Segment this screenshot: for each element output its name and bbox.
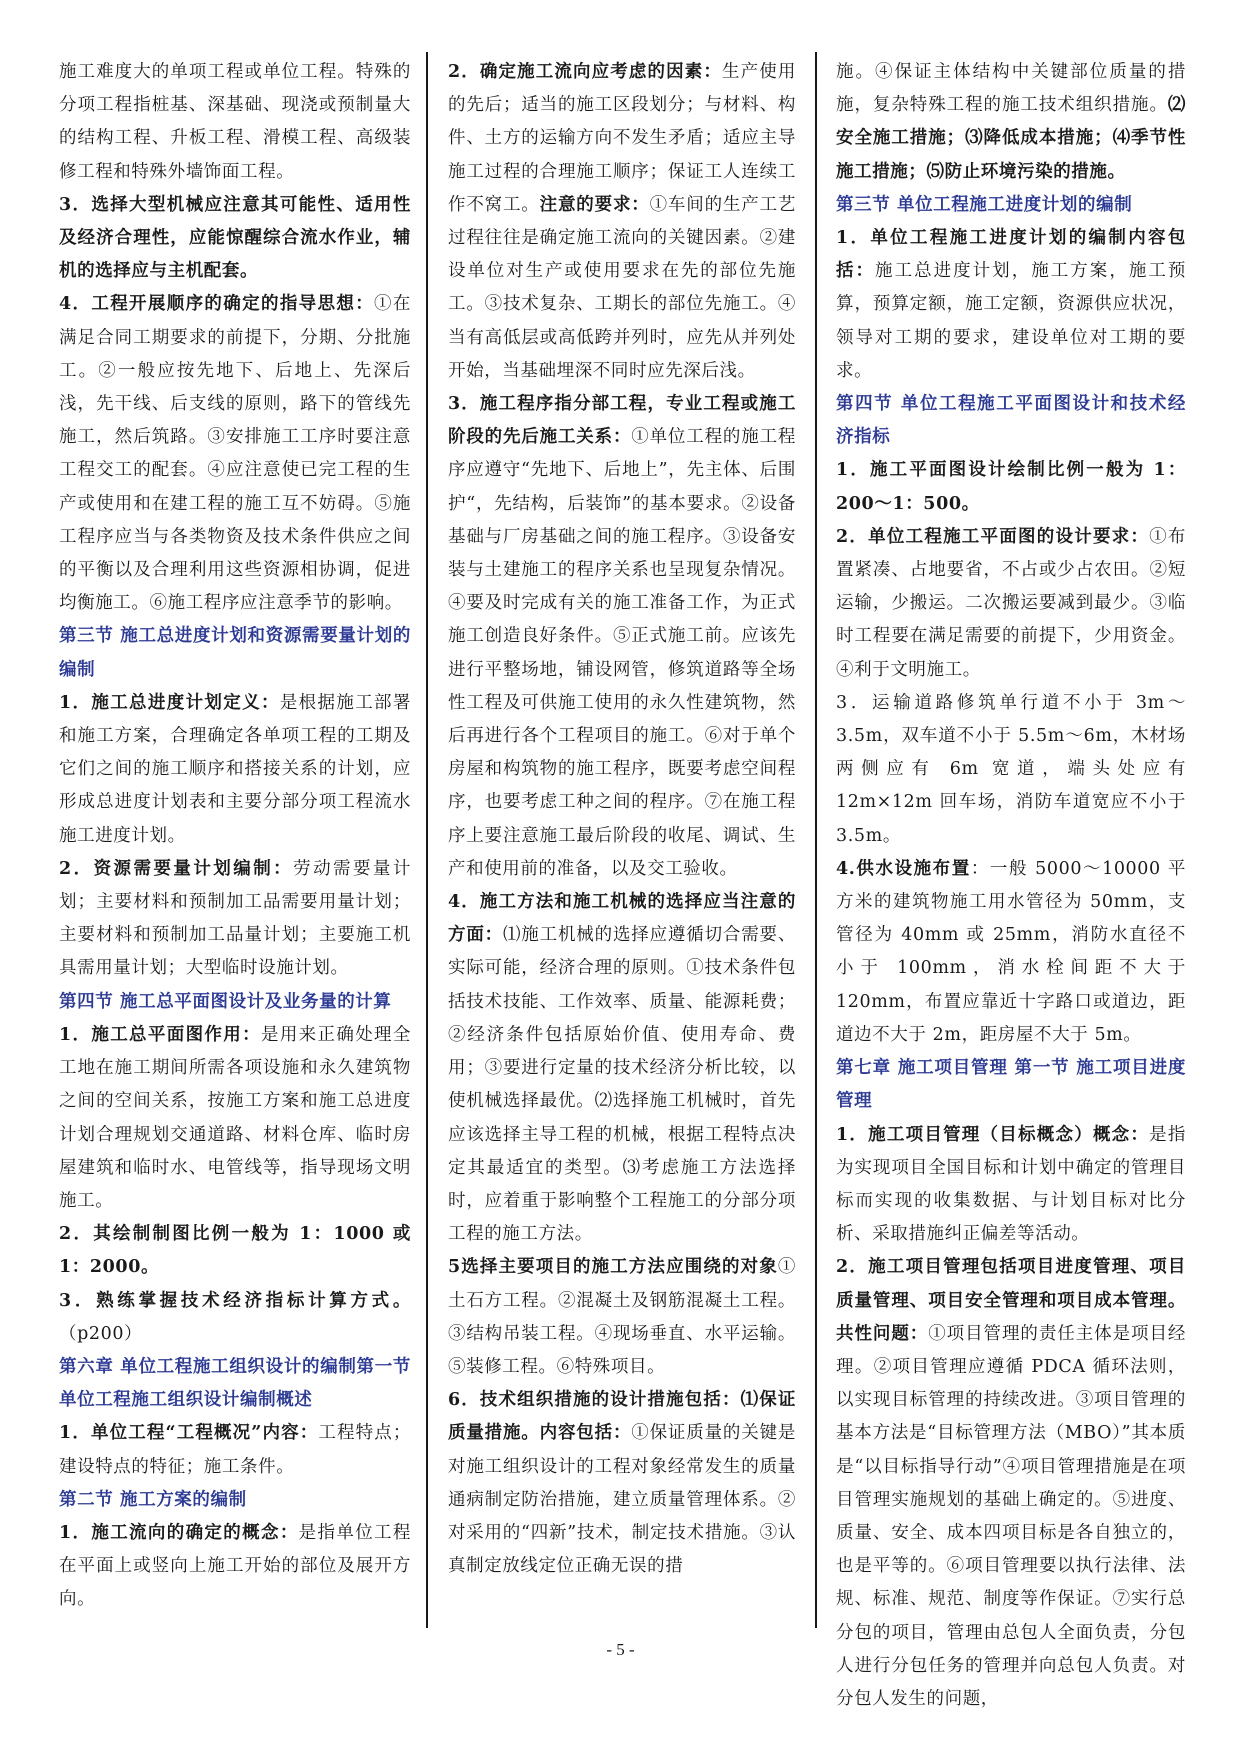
paragraph: 3．熟练掌握技术经济指标计算方式。（p200）: [59, 1290, 411, 1344]
paragraph: 1．施工平面图设计绘制比例一般为 1：200～1：500。: [836, 460, 1186, 514]
section-heading: 第四节 施工总平面图设计及业务量的计算: [59, 991, 392, 1012]
text-column-right: [836, 56, 1187, 1709]
page-number: - 5 -: [606, 1640, 635, 1659]
section-heading: 第三节 施工总进度计划和资源需要量计划的编制: [59, 626, 411, 680]
section-heading: 第三节 单位工程施工进度计划的编制: [836, 194, 1133, 215]
paragraph: 1．施工项目管理（目标概念）概念：是指为实现项目全国目标和计划中确定的管理目标而实现的收集数据、与计划目标对比分析、采取措施纠正偏差等活动。: [836, 1124, 1186, 1245]
paragraph: 6．技术组织措施的设计措施包括：⑴保证质量措施。内容包括：①保证质量的关键是对施工组织设计的工程对象经常发生的质量通病制定防治措施，建立质量管理体系。②对采用的“四新”技术，制定技术措施。③认真制定放线定位正确无误的措: [448, 1390, 797, 1577]
column-divider: [426, 52, 428, 1628]
paragraph: 3．施工程序指分部工程，专业工程或施工阶段的先后施工关系：①单位工程的施工程序应遵守“先地下、后地上”，先主体、后围护“，先结构，后装饰”的基本要求。②设备基础与厂房基础之间的施工程序。③设备安装与土建施工的程序关系也呈现复杂情况。④要及时完成有关的施工准备工作，为正式施工创造良好条件。⑤正式施工前。应该先进行平整场地，铺设网管，修筑道路等全场性工程及可供施工使用的永久性建筑物，然后再进行各个工程项目的施工。⑥对于单个房屋和构筑物的施工程序，既要考虑空间程序，也要考虑工种之间的程序。⑦在施工程序上要注意施工最后阶段的收尾、调试、生产和使用前的准备，以及交工验收。: [448, 394, 797, 879]
paragraph: 1．施工总平面图作用：是用来正确处理全工地在施工期间所需各项设施和永久建筑物之间的空间关系，按施工方案和施工总进度计划合理规划交通道路、材料仓库、临时房屋建筑和临时水、电管线等，指导现场文明施工。: [59, 1024, 411, 1211]
paragraph: 4．施工方法和施工机械的选择应当注意的方面：⑴施工机械的选择应遵循切合需要、实际可能，经济合理的原则。①技术条件包括技术技能、工作效率、质量、能源耗费；②经济条件包括原始价值、使用寿命、费用；③要进行定量的技术经济分析比较，以使机械选择最优。⑵选择施工机械时，首先应该选择主导工程的机械，根据工程特点决定其最适宜的类型。⑶考虑施工方法选择时，应着重于影响整个工程施工的分部分项工程的施工方法。: [448, 892, 796, 1245]
text-column-left: [59, 56, 411, 1626]
text-column-middle: [448, 56, 796, 1626]
paragraph: 1．施工总进度计划定义：是根据施工部署和施工方案，合理确定各单项工程的工期及它们之间的施工顺序和搭接关系的计划，应形成总进度计划表和主要分部分项工程流水施工进度计划。: [59, 692, 411, 846]
paragraph: 4．工程开展顺序的确定的指导思想：①在满足合同工期要求的前提下，分期、分批施工。②一般应按先地下、后地上、先深后浅，先干线、后支线的原则，路下的管线先施工，然后筑路。③安排施工工序时要注意工程交工的配套。④应注意使已完工程的生产或使用和在建工程的施工互不妨碍。⑤施工程序应当与各类物资及技术条件供应之间的平衡以及合理利用这些资源相协调，促进均衡施工。⑥施工程序应注意季节的影响。: [59, 294, 411, 614]
paragraph: 2．施工项目管理包括项目进度管理、项目质量管理、项目安全管理和项目成本管理。共性问题：①项目管理的责任主体是项目经理。②项目管理应遵循 PDCA 循环法则，以实现目标管理的持续改进。③项目管理的基本方法是“目标管理方法（MBO）”其本质是“以目标指导行动”④项目管理措施是在项目管理实施规划的基础上确定的。⑤进度、质量、安全、成本四项目标是各自独立的，也是平等的。⑥项目管理要以执行法律、法规、标准、规范、制度等作保证。⑦实行总分包的项目，管理由总包人全面负责，分包人进行分包任务的管理并向总包人负责。对分包人发生的问题，: [836, 1257, 1187, 1709]
paragraph: 2．资源需要量计划编制：劳动需要量计划；主要材料和预制加工品需要用量计划；主要材料和预制加工品量计划；主要施工机具需用量计划；大型临时设施计划。: [59, 858, 411, 979]
paragraph: 2．单位工程施工平面图的设计要求：①布置紧凑、占地要省，不占或少占农田。②短运输，少搬运。二次搬运要减到最少。③临时工程要在满足需要的前提下，少用资金。④利于文明施工。: [836, 526, 1186, 680]
paragraph: 1．单位工程施工进度计划的编制内容包括：施工总进度计划，施工方案，施工预算，预算定额，施工定额，资源供应状况，领导对工期的要求，建设单位对工期的要求。: [836, 228, 1186, 381]
section-heading: 第四节 单位工程施工平面图设计和技术经济指标: [836, 394, 1186, 448]
column-divider: [815, 52, 817, 1628]
paragraph: 3．运输道路修筑单行道不小于 3m～3.5m，双车道不小于 5.5m～6m，木材场两侧应有 6m 宽道，端头处应有 12m×12m 回车场，消防车道宽应不小于 3.5m。: [836, 692, 1186, 846]
paragraph: 施工难度大的单项工程或单位工程。特殊的分项工程指桩基、深基础、现浇或预制量大的结构工程、升板工程、滑模工程、高级装修工程和特殊外墙饰面工程。: [59, 62, 411, 182]
paragraph: 5选择主要项目的施工方法应围绕的对象①土石方工程。②混凝土及钢筋混凝土工程。③结构吊装工程。④现场垂直、水平运输。⑤装修工程。⑥特殊项目。: [448, 1257, 796, 1377]
paragraph: 2．其绘制制图比例一般为 1：1000 或 1：2000。: [59, 1224, 411, 1278]
chapter-heading: 第七章 施工项目管理 第一节 施工项目进度管理: [836, 1058, 1186, 1112]
paragraph: 2．确定施工流向应考虑的因素：生产使用的先后；适当的施工区段划分；与材料、构件、土方的运输方向不发生矛盾；适应主导施工过程的合理施工顺序；保证工人连续工作不窝工。注意的要求：①车间的生产工艺过程往往是确定施工流向的关键因素。②建设单位对生产或使用要求在先的部位先施工。③技术复杂、工期长的部位先施工。④当有高低层或高低跨并列时，应先从并列处开始，当基础埋深不同时应先深后浅。: [448, 62, 796, 381]
paragraph: 施。④保证主体结构中关键部位质量的措施，复杂特殊工程的施工技术组织措施。⑵安全施工措施；⑶降低成本措施；⑷季节性施工措施；⑸防止环境污染的措施。: [836, 62, 1186, 182]
section-heading: 第二节 施工方案的编制: [59, 1489, 247, 1510]
chapter-heading: 第六章 单位工程施工组织设计的编制第一节 单位工程施工组织设计编制概述: [59, 1356, 411, 1411]
paragraph: 1．施工流向的确定的概念：是指单位工程在平面上或竖向上施工开始的部位及展开方向。: [59, 1522, 411, 1610]
paragraph: 3．选择大型机械应注意其可能性、适用性及经济合理性，应能惊醒综合流水作业，辅机的选择应与主机配套。: [59, 194, 411, 282]
paragraph: 4.供水设施布置：一般 5000～10000 平方米的建筑物施工用水管径为 50mm，支管径为 40mm 或 25mm，消防水直径不小于 100mm，消水栓间距不大于 120mm，布置应靠近十字路口或道边，距道边不大于 2m，距房屋不大于 5m。: [836, 858, 1186, 1045]
paragraph: 1．单位工程“工程概况”内容：工程特点；建设特点的特征；施工条件。: [59, 1423, 412, 1477]
